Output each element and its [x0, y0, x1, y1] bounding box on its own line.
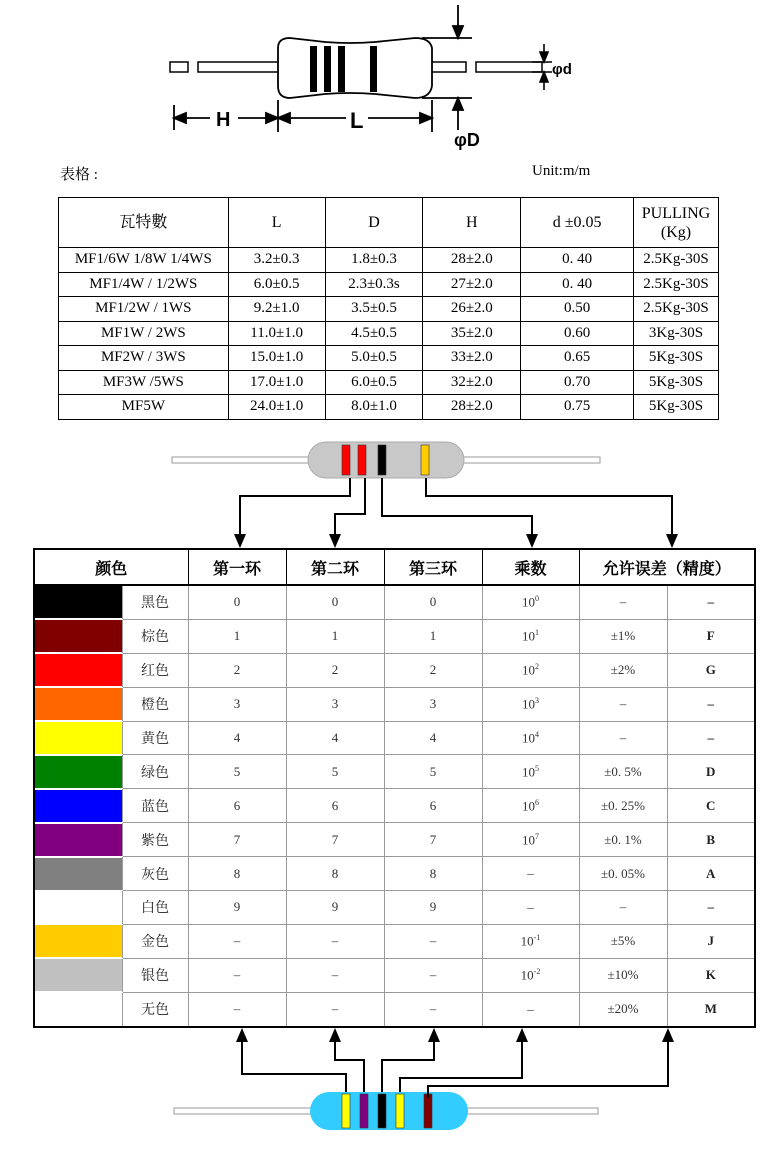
band2-digit: 8: [286, 857, 384, 891]
resistor-band: [360, 1094, 368, 1128]
band2-digit: 6: [286, 789, 384, 823]
tolerance-code: A: [667, 857, 755, 891]
tolerance-percent: –: [579, 585, 667, 619]
tolerance-code: –: [667, 687, 755, 721]
multiplier-cell: [482, 823, 579, 857]
band3-digit: –: [384, 958, 482, 992]
spec-cell: 28±2.0: [423, 395, 521, 420]
tolerance-code: –: [667, 721, 755, 755]
band2-digit: 4: [286, 721, 384, 755]
color-row: [34, 789, 755, 823]
color-row: [34, 958, 755, 992]
color-swatch-fill: [35, 688, 122, 720]
spec-cell: 24.0±1.0: [228, 395, 325, 420]
tolerance-percent: ±0. 05%: [579, 857, 667, 891]
spec-row: [59, 370, 719, 395]
band1-digit: –: [188, 924, 286, 958]
dimension-lead-right: [430, 62, 542, 72]
spec-header-row: [59, 198, 719, 248]
band3-digit: 2: [384, 653, 482, 687]
spec-cell: 5Kg-30S: [634, 395, 719, 420]
spec-row: [59, 346, 719, 371]
resistor-band: [342, 445, 350, 475]
color-swatch-fill: [35, 586, 122, 618]
color-swatch: [34, 924, 122, 958]
band3-digit: –: [384, 924, 482, 958]
multiplier-base: 10: [522, 764, 535, 780]
band1-digit: 2: [188, 653, 286, 687]
spec-cell: 0.75: [521, 395, 634, 420]
color-swatch: [34, 823, 122, 857]
color-swatch-fill: [35, 891, 122, 923]
spec-row: [59, 395, 719, 420]
color-row: [34, 653, 755, 687]
multiplier-base: 10: [520, 933, 534, 949]
band2-digit: 0: [286, 585, 384, 619]
color-name: 灰色: [122, 857, 188, 891]
color-name: 无色: [122, 992, 188, 1026]
spec-cell: 5Kg-30S: [634, 346, 719, 371]
spec-cell: MF1W / 2WS: [59, 321, 229, 346]
spec-cell: 11.0±1.0: [228, 321, 325, 346]
dimension-band-3: [338, 46, 345, 92]
dimension-band-1: [310, 46, 317, 92]
spec-row: [59, 272, 719, 297]
spec-header-wattage: 瓦特數: [59, 198, 229, 248]
dimension-lead-left: [170, 62, 280, 72]
tolerance-percent: ±5%: [579, 924, 667, 958]
color-name: 橙色: [122, 687, 188, 721]
dimension-label-h: H: [216, 109, 231, 131]
spec-cell: 3.2±0.3: [228, 248, 325, 273]
multiplier-base: 10: [522, 696, 535, 712]
table-caption: 表格 :: [60, 167, 98, 183]
color-name: 黑色: [122, 585, 188, 619]
multiplier-exponent: -2: [533, 967, 541, 977]
color-header-band3: 第三环: [384, 549, 482, 585]
band2-digit: –: [286, 992, 384, 1026]
color-row: [34, 823, 755, 857]
spec-header-pulling: PULLING (Kg): [634, 198, 719, 248]
spec-cell: 0.60: [521, 321, 634, 346]
color-swatch-fill: [35, 722, 122, 754]
multiplier-cell: [482, 687, 579, 721]
color-swatch-fill: [35, 654, 122, 686]
resistor-dimension-diagram: [160, 0, 590, 155]
spec-cell: 2.5Kg-30S: [634, 297, 719, 322]
spec-cell: 6.0±0.5: [325, 370, 423, 395]
color-name: 紫色: [122, 823, 188, 857]
color-name: 棕色: [122, 619, 188, 653]
band2-digit: 7: [286, 823, 384, 857]
band3-digit: 0: [384, 585, 482, 619]
color-swatch: [34, 619, 122, 653]
band1-digit: 5: [188, 755, 286, 789]
tolerance-code: J: [667, 924, 755, 958]
spec-cell: 33±2.0: [423, 346, 521, 371]
spec-row: [59, 321, 719, 346]
spec-cell: 0. 40: [521, 248, 634, 273]
color-swatch: [34, 789, 122, 823]
band3-digit: 4: [384, 721, 482, 755]
tolerance-percent: ±20%: [579, 992, 667, 1026]
multiplier-cell: [482, 958, 579, 992]
color-name: 白色: [122, 891, 188, 925]
band3-digit: 7: [384, 823, 482, 857]
spec-cell: 26±2.0: [423, 297, 521, 322]
band2-digit: 3: [286, 687, 384, 721]
tolerance-percent: ±1%: [579, 619, 667, 653]
multiplier-cell: [482, 653, 579, 687]
multiplier-base: 10: [522, 662, 535, 678]
spec-cell: 35±2.0: [423, 321, 521, 346]
tolerance-percent: ±0. 25%: [579, 789, 667, 823]
resistor-top-tolerance-arrow: [420, 490, 690, 550]
resistor-bottom-tolerance-arrow: [420, 1028, 680, 1098]
tolerance-code: F: [667, 619, 755, 653]
spec-cell: 0.65: [521, 346, 634, 371]
color-row: [34, 755, 755, 789]
spec-table: [58, 197, 719, 420]
color-swatch: [34, 585, 122, 619]
tolerance-code: K: [667, 958, 755, 992]
color-swatch: [34, 857, 122, 891]
color-header-multiplier: 乘数: [482, 549, 579, 585]
color-header-row: [34, 549, 755, 585]
band2-digit: –: [286, 958, 384, 992]
resistor-band: [421, 445, 429, 475]
tolerance-code: M: [667, 992, 755, 1026]
tolerance-code: –: [667, 891, 755, 925]
color-header-band1: 第一环: [188, 549, 286, 585]
color-swatch: [34, 653, 122, 687]
spec-cell: MF2W / 3WS: [59, 346, 229, 371]
color-swatch-fill: [35, 925, 122, 957]
band1-digit: 9: [188, 891, 286, 925]
spec-cell: 5Kg-30S: [634, 370, 719, 395]
color-swatch: [34, 958, 122, 992]
spec-cell: 2.3±0.3s: [325, 272, 423, 297]
color-swatch-fill: [35, 620, 122, 652]
tolerance-percent: ±0. 5%: [579, 755, 667, 789]
tolerance-percent: –: [579, 891, 667, 925]
color-name: 黄色: [122, 721, 188, 755]
spec-cell: 28±2.0: [423, 248, 521, 273]
resistor-band: [378, 445, 386, 475]
multiplier-exponent: 2: [535, 662, 539, 672]
multiplier-exponent: 1: [535, 628, 539, 638]
spec-cell: 2.5Kg-30S: [634, 272, 719, 297]
color-row: [34, 585, 755, 619]
band1-digit: 8: [188, 857, 286, 891]
spec-cell: MF1/4W / 1/2WS: [59, 272, 229, 297]
band1-digit: –: [188, 992, 286, 1026]
band3-digit: 1: [384, 619, 482, 653]
tolerance-percent: ±10%: [579, 958, 667, 992]
spec-cell: 0.50: [521, 297, 634, 322]
multiplier-exponent: 5: [535, 763, 539, 773]
multiplier-cell: [482, 619, 579, 653]
band3-digit: 3: [384, 687, 482, 721]
spec-cell: 32±2.0: [423, 370, 521, 395]
tolerance-code: B: [667, 823, 755, 857]
color-swatch: [34, 992, 122, 1026]
multiplier-cell: [482, 992, 579, 1026]
spec-cell: 2.5Kg-30S: [634, 248, 719, 273]
color-name: 红色: [122, 653, 188, 687]
band2-digit: 2: [286, 653, 384, 687]
resistor-band: [358, 445, 366, 475]
spec-cell: MF5W: [59, 395, 229, 420]
band1-digit: 7: [188, 823, 286, 857]
tolerance-percent: –: [579, 687, 667, 721]
band3-digit: 8: [384, 857, 482, 891]
band1-digit: –: [188, 958, 286, 992]
spec-cell: MF1/6W 1/8W 1/4WS: [59, 248, 229, 273]
color-row: [34, 891, 755, 925]
color-code-table: [33, 548, 756, 1028]
multiplier-exponent: -1: [533, 933, 541, 943]
spec-cell: 6.0±0.5: [228, 272, 325, 297]
band2-digit: 1: [286, 619, 384, 653]
color-swatch: [34, 721, 122, 755]
color-header-tolerance: 允许误差（精度）: [579, 549, 755, 585]
color-swatch: [34, 891, 122, 925]
dimension-band-4: [370, 46, 377, 92]
resistor-band: [342, 1094, 350, 1128]
multiplier-base: –: [527, 865, 534, 881]
color-swatch-fill: [35, 959, 122, 991]
resistor-band: [396, 1094, 404, 1128]
band1-digit: 4: [188, 721, 286, 755]
spec-cell: 27±2.0: [423, 272, 521, 297]
dimension-label-d: φd: [552, 61, 572, 78]
dimension-label-D: φD: [454, 130, 480, 150]
multiplier-cell: [482, 721, 579, 755]
tolerance-code: D: [667, 755, 755, 789]
resistor-band: [424, 1094, 432, 1128]
spec-cell: 3Kg-30S: [634, 321, 719, 346]
color-row: [34, 687, 755, 721]
band1-digit: 1: [188, 619, 286, 653]
spec-cell: 0. 40: [521, 272, 634, 297]
band1-digit: 6: [188, 789, 286, 823]
tolerance-percent: ±2%: [579, 653, 667, 687]
color-swatch-fill: [35, 858, 122, 890]
band1-digit: 0: [188, 585, 286, 619]
color-row: [34, 992, 755, 1026]
color-name: 蓝色: [122, 789, 188, 823]
spec-cell: MF3W /5WS: [59, 370, 229, 395]
multiplier-cell: [482, 789, 579, 823]
dimension-resistor-body: [278, 38, 432, 98]
tolerance-code: C: [667, 789, 755, 823]
band1-digit: 3: [188, 687, 286, 721]
tolerance-percent: –: [579, 721, 667, 755]
spec-header-l: L: [228, 198, 325, 248]
spec-header-lead-diameter: d ±0.05: [521, 198, 634, 248]
color-name: 金色: [122, 924, 188, 958]
color-swatch: [34, 755, 122, 789]
multiplier-base: 10: [522, 628, 535, 644]
multiplier-base: 10: [520, 967, 534, 983]
color-row: [34, 857, 755, 891]
color-swatch-fill: [35, 756, 122, 788]
color-swatch-fill: [35, 993, 122, 1025]
spec-cell: 1.8±0.3: [325, 248, 423, 273]
tolerance-code: –: [667, 585, 755, 619]
color-header-band2: 第二环: [286, 549, 384, 585]
spec-cell: 5.0±0.5: [325, 346, 423, 371]
multiplier-cell: [482, 891, 579, 925]
color-swatch-fill: [35, 790, 122, 822]
spec-cell: 8.0±1.0: [325, 395, 423, 420]
multiplier-cell: [482, 857, 579, 891]
multiplier-base: –: [527, 1001, 534, 1017]
multiplier-base: 10: [522, 730, 535, 746]
color-swatch-fill: [35, 824, 122, 856]
color-header-color: 颜色: [34, 549, 188, 585]
color-name: 绿色: [122, 755, 188, 789]
color-row: [34, 924, 755, 958]
multiplier-base: 10: [522, 831, 535, 847]
spec-cell: MF1/2W / 1WS: [59, 297, 229, 322]
multiplier-exponent: 6: [535, 797, 539, 807]
band2-digit: –: [286, 924, 384, 958]
tolerance-code: G: [667, 653, 755, 687]
multiplier-cell: [482, 755, 579, 789]
band3-digit: 5: [384, 755, 482, 789]
spec-cell: 9.2±1.0: [228, 297, 325, 322]
dimension-label-l: L: [350, 108, 364, 133]
spec-cell: 0.70: [521, 370, 634, 395]
multiplier-cell: [482, 924, 579, 958]
resistor-band: [378, 1094, 386, 1128]
band3-digit: 6: [384, 789, 482, 823]
spec-cell: 4.5±0.5: [325, 321, 423, 346]
spec-row: [59, 297, 719, 322]
spec-cell: 3.5±0.5: [325, 297, 423, 322]
multiplier-exponent: 4: [535, 729, 539, 739]
tolerance-percent: ±0. 1%: [579, 823, 667, 857]
spec-cell: 15.0±1.0: [228, 346, 325, 371]
spec-row: [59, 248, 719, 273]
color-name: 银色: [122, 958, 188, 992]
band3-digit: –: [384, 992, 482, 1026]
color-swatch: [34, 687, 122, 721]
color-row: [34, 619, 755, 653]
multiplier-exponent: 7: [535, 831, 539, 841]
band2-digit: 9: [286, 891, 384, 925]
multiplier-cell: [482, 585, 579, 619]
spec-header-h: H: [423, 198, 521, 248]
spec-cell: 17.0±1.0: [228, 370, 325, 395]
multiplier-exponent: 3: [535, 695, 539, 705]
color-row: [34, 721, 755, 755]
multiplier-exponent: 0: [535, 594, 539, 604]
multiplier-base: 10: [522, 797, 535, 813]
multiplier-base: 10: [522, 594, 535, 610]
multiplier-base: –: [527, 899, 534, 915]
spec-header-d: D: [325, 198, 423, 248]
band2-digit: 5: [286, 755, 384, 789]
band3-digit: 9: [384, 891, 482, 925]
dimension-band-2: [324, 46, 331, 92]
unit-label: Unit:m/m: [532, 163, 591, 179]
